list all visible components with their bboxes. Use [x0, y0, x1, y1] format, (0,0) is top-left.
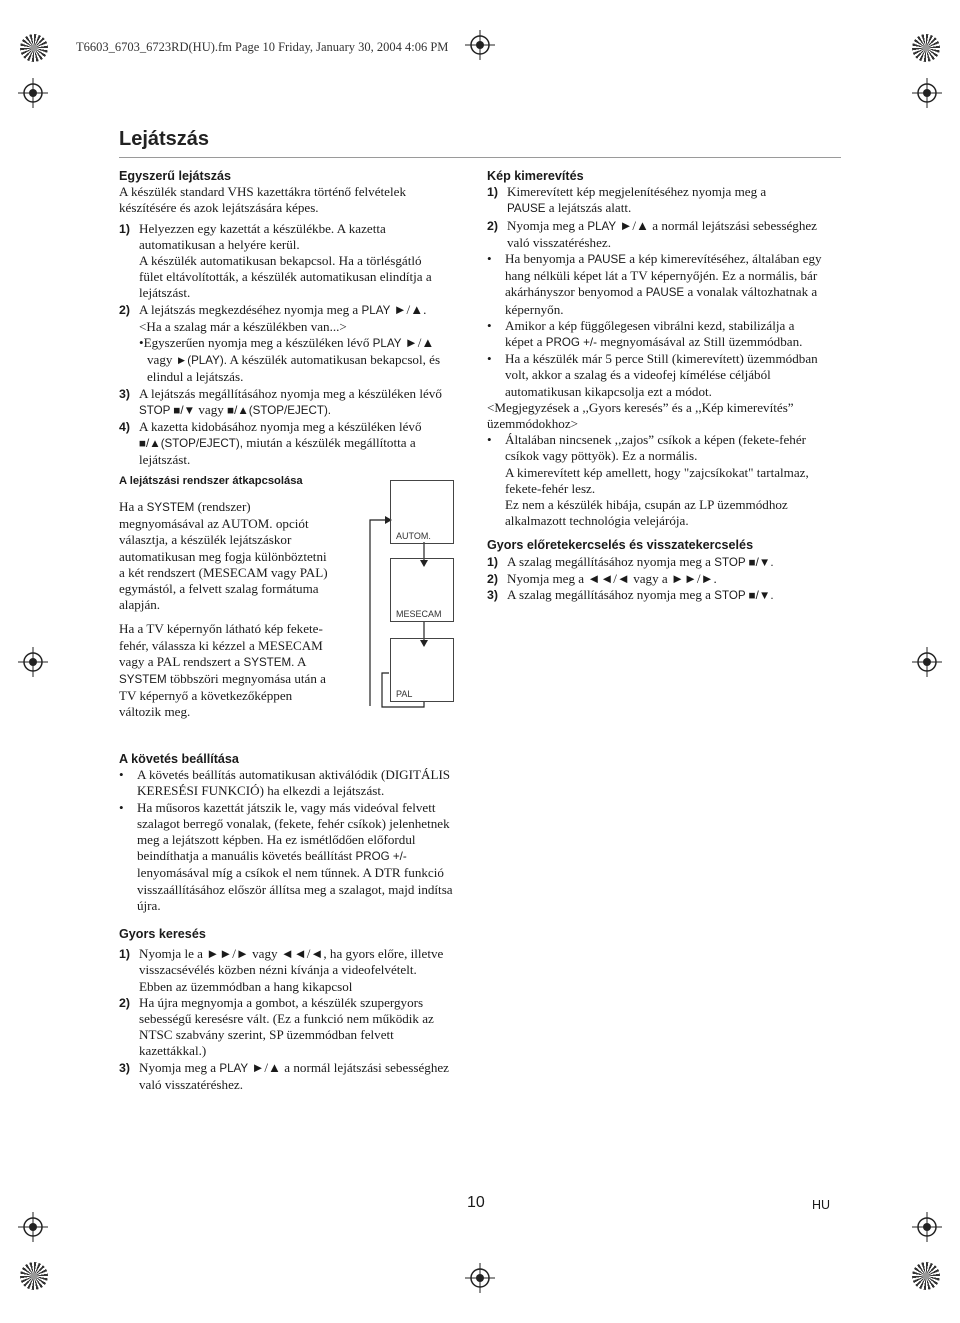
- step-number: 1): [487, 185, 499, 200]
- paragraph-line: sebességű keresésre vált. (Ez a funkció nem működik az: [139, 1011, 434, 1027]
- crosshair-icon: [465, 1263, 495, 1293]
- key-label: STOP ■/▼: [139, 403, 196, 417]
- paragraph-line: változik meg.: [119, 704, 191, 720]
- paragraph-line: Ha a TV képernyőn látható kép fekete-: [119, 621, 323, 637]
- paragraph-line: A készülék standard VHS kazettákra történő felvételek: [119, 184, 406, 200]
- paragraph-line: A lejátszás megállításához nyomja meg a készüléken lévő: [139, 385, 442, 401]
- step-number: 4): [119, 420, 131, 435]
- paragraph-line: volt, akkor a szalag és a videofej kímélése céljából: [505, 367, 771, 383]
- text: vagy a PAL rendszert a: [119, 653, 241, 669]
- key-label: PROG +/-: [355, 850, 407, 864]
- registration-disc-icon: [20, 34, 48, 62]
- section-heading: Kép kimerevítés: [487, 169, 584, 183]
- paragraph-line: csíkok vagy pöttyök). Ez a normális.: [505, 448, 698, 464]
- step-1: [487, 184, 837, 217]
- paragraph-line: Ha műsoros kazettát játszik le, vagy más videóval felvett: [137, 799, 436, 815]
- text: Nyomja meg a: [507, 217, 585, 233]
- paragraph-line: hang nélküli képet lát a TV képernyőjén. Ez a normális, bár: [505, 268, 818, 284]
- key-label: PLAY: [219, 1061, 249, 1075]
- step-number: 1): [119, 947, 131, 962]
- note-line: üzemmódokhoz>: [487, 416, 579, 432]
- screen-label: AUTOM.: [396, 531, 431, 541]
- paragraph-line: Ha újra megnyomja a gombot, a készülék szupergyors: [139, 994, 424, 1010]
- language-code: HU: [812, 1198, 831, 1212]
- text: vagy: [147, 352, 173, 368]
- paragraph-line: elindul a lejátszás.: [147, 369, 244, 385]
- paragraph-line: automatikusan a helyére kerül.: [139, 236, 300, 252]
- paragraph-line: való visszatéréshez.: [139, 1076, 243, 1092]
- text: vagy: [252, 946, 278, 962]
- key-label: STOP ■/▼.: [714, 589, 774, 603]
- step-number: 2): [487, 218, 499, 233]
- note-line: <Ha a szalag már a készülékben van...>: [139, 318, 347, 334]
- step-1: [119, 221, 479, 302]
- paragraph-line: visszacsévélés közben nézni kívánja a videofelvételt.: [139, 962, 417, 978]
- registration-disc-icon: [912, 34, 940, 62]
- paragraph-line: automatikusan meg fogja különböztetni: [119, 548, 327, 564]
- text: a normál lejátszási sebességhez: [652, 217, 817, 233]
- text: Nyomja meg a: [507, 570, 585, 586]
- text: A szalag megállításához nyomja meg a: [507, 553, 711, 569]
- text: miután a készülék megállította a: [246, 435, 416, 451]
- paragraph-line: Ebben az üzemmódban a hang kikapcsol: [139, 978, 353, 994]
- key-label: ►(PLAY).: [175, 354, 227, 368]
- section-heading: Egyszerű lejátszás: [119, 169, 232, 183]
- step-number: 2): [119, 995, 131, 1010]
- page-number: 10: [467, 1194, 485, 1211]
- paragraph-line: készítésére és azok lejátszására képes.: [119, 200, 319, 216]
- tv-screen-pal: [390, 638, 454, 702]
- paragraph-line: alkalmazott technológia velejárója.: [505, 513, 689, 529]
- crosshair-icon: [465, 30, 495, 60]
- key-label: PLAY: [361, 303, 391, 317]
- file-header: T6603_6703_6723RD(HU).fm Page 10 Friday, January 30, 2004 4:06 PM: [76, 40, 449, 54]
- step-2: [487, 218, 837, 251]
- left-column: [119, 168, 479, 489]
- registration-disc-icon: [912, 1262, 940, 1290]
- registration-disc-icon: [20, 1262, 48, 1290]
- text: Egyszerűen nyomja meg a készüléken lévő: [143, 335, 370, 351]
- paragraph-line: fület eltávolították, a készülék automatikusan elindítja a: [139, 269, 432, 285]
- fast-forward-symbol: ►►/►: [206, 946, 249, 962]
- bottom-column: [119, 751, 479, 1093]
- section-heading: Gyors előretekercselés és visszatekercselés: [487, 538, 754, 553]
- rewind-symbol: ◄◄/◄: [587, 570, 630, 586]
- text: megnyomásával az Still üzemmódban.: [600, 334, 803, 350]
- paragraph-line: fekete-fehér lesz.: [505, 480, 596, 496]
- step-3: [119, 386, 479, 419]
- paragraph-line: lejátszást.: [139, 285, 191, 301]
- text: Nyomja meg a: [139, 1059, 217, 1075]
- step-number: 3): [119, 386, 131, 401]
- paragraph-line: A követés beállítás automatikusan aktiválódik (DIGITÁLIS: [137, 767, 451, 783]
- step-number: 2): [487, 571, 499, 586]
- paragraph-line: való visszatéréshez.: [507, 234, 611, 250]
- play-symbol: ►/▲.: [393, 301, 427, 317]
- paragraph-line: Általában nincsenek ,,zajos” csíkok a képen (fekete-fehér: [505, 432, 807, 448]
- crosshair-icon: [18, 647, 48, 677]
- paragraph-line: automatikusan kikapcsolja ezt a módot.: [505, 383, 712, 399]
- key-label: PROG +/-: [545, 336, 597, 350]
- text: a normál lejátszási sebességhez: [284, 1059, 449, 1075]
- play-symbol: ►/▲: [619, 217, 650, 233]
- text: képet a: [505, 334, 543, 350]
- play-symbol: ►/▲: [404, 335, 435, 351]
- bullet: • Ha műsoros kazettát játszik le, vagy más videóval felvett szalagot berregő vonalak, (fekete, fehér csíkok) jelenhetnek meg a lejátszott képben. Ha ez ismétlődően előfordul beindíthatja a manuális követés beállítást PROG +/- lenyomásával míg a csíkok el nem tűnnek. A DTR funkció visszaállításához először állítsa meg a szalagot, majd indítsa újra.: [119, 800, 479, 914]
- key-label: ■/▲(STOP/EJECT).: [227, 403, 332, 417]
- paragraph-line: A kimerevített kép amellett, hogy "zajcsíkokat" tartalmaz,: [505, 464, 809, 480]
- key-label: PAUSE: [645, 286, 685, 300]
- section-heading: Gyors keresés: [119, 927, 206, 942]
- paragraph-line: A kazetta kidobásához nyomja meg a készüléken lévő: [139, 419, 422, 435]
- paragraph-line: választja, a készülék lejátszáskor: [119, 532, 292, 548]
- step-number: 3): [119, 1060, 131, 1075]
- text: vagy: [198, 401, 224, 417]
- fast-forward-symbol: ►►/►.: [671, 570, 717, 586]
- step-number: 2): [119, 302, 131, 317]
- crosshair-icon: [18, 1212, 48, 1242]
- paragraph-line: Kimerevített kép megjelenítéséhez nyomja meg a: [507, 184, 767, 200]
- key-label: PAUSE: [587, 253, 626, 267]
- text: ha gyors előre, illetve: [329, 946, 444, 962]
- paragraph-line: TV képernyő a következőképpen: [119, 688, 293, 704]
- bullet: • Amikor a kép függőlegesen vibrálni kezd, stabilizálja a képet a PROG +/- megnyomásával az Still üzemmódban.: [487, 318, 837, 351]
- paragraph-line: A készülék automatikusan bekapcsol. Ha a törlésgátló: [139, 253, 422, 269]
- paragraph-line: fehér, válassza ki kézzel a MESECAM: [119, 637, 323, 653]
- key-label: STOP ■/▼.: [714, 555, 774, 569]
- key-label: SYSTEM: [119, 673, 167, 687]
- step-1: [119, 946, 479, 995]
- step-number: 1): [119, 221, 131, 236]
- paragraph-line: visszaállításához először állítsa meg a szalagot, majd indítsa: [137, 881, 453, 897]
- crosshair-icon: [912, 1212, 942, 1242]
- text: (rendszer): [197, 499, 251, 514]
- paragraph-line: szalagot berregő vonalak, (fekete, fehér csíkok) jelenhetnek: [137, 815, 450, 831]
- step-2: [119, 995, 479, 1060]
- step-number: 3): [487, 588, 499, 603]
- paragraph-line: meg a lejátszott képben. Ha ez ismétlődően előfordul: [137, 832, 416, 848]
- step-1: [487, 554, 837, 571]
- text: A készülék automatikusan bekapcsol, és: [229, 352, 441, 368]
- key-label: SYSTEM: [146, 501, 195, 514]
- tv-screen-mesecam: [390, 558, 454, 622]
- text: akárhányszor benyomod a: [505, 284, 643, 300]
- text: a vonalak változhatnak a: [687, 284, 818, 300]
- paragraph-line: Ez nem a készülék hibája, csupán az LP üzemmódhoz: [505, 497, 788, 513]
- crosshair-icon: [912, 647, 942, 677]
- text: Ha a: [119, 499, 144, 514]
- text: A: [296, 653, 307, 669]
- paragraph-line: lenyomásával míg a csíkok el nem tűnnek. A DTR funkció: [137, 865, 444, 881]
- screen-label: MESECAM: [396, 609, 442, 619]
- bullet: • Általában nincsenek ,,zajos” csíkok a képen (fekete-fehér csíkok vagy pöttyök). Ez a normális. A kimerevített kép amellett, hogy "zajcsíkokat" tartalmaz, fekete-fehér lesz. Ez nem a készülék hibája, csupán az LP üzemmódhoz alkalmazott technológia velejárója.: [487, 432, 837, 529]
- text: többszöri megnyomása után a: [169, 671, 326, 687]
- section-heading: A követés beállítása: [119, 752, 239, 766]
- paragraph-line: egymástól, a felvett szalag formátuma: [119, 581, 319, 597]
- key-label: PLAY: [372, 337, 402, 351]
- key-label: SYSTEM.: [243, 655, 295, 669]
- paragraph-line: képernyőn.: [505, 301, 564, 317]
- crosshair-icon: [18, 78, 48, 108]
- crosshair-icon: [912, 78, 942, 108]
- tv-screen-autom: [390, 480, 454, 544]
- text: Nyomja le a: [139, 946, 203, 962]
- bullet: • Ha benyomja a PAUSE a kép kimerevítéséhez, általában egy hang nélküli képet lát a TV képernyőjén. Ez a normális, bár akárhányszor benyomod a PAUSE a vonalak változhatnak a képernyőn.: [487, 251, 837, 318]
- note-line: <Megjegyzések a ,,Gyors keresés” és a ,,Kép kimerevítés”: [487, 399, 794, 415]
- text: A szalag megállításához nyomja meg a: [507, 587, 711, 603]
- paragraph-line: alapján.: [119, 597, 161, 613]
- paragraph-line: lejátszást.: [139, 452, 191, 468]
- section-heading: A lejátszási rendszer átkapcsolása: [119, 474, 303, 487]
- paragraph-line: KERESÉSI FUNKCIÓ) ha elkezdi a lejátszást.: [137, 783, 385, 799]
- paragraph-line: a két rendszert (MESECAM vagy PAL): [119, 564, 328, 580]
- system-text: [119, 499, 359, 721]
- right-column: [487, 168, 837, 604]
- text: beindíthatja a manuális követés beállítást: [137, 848, 353, 864]
- step-number: 1): [487, 554, 499, 569]
- text: vagy a: [633, 570, 668, 586]
- paragraph-line: megnyomásával az AUTOM. opciót: [119, 516, 309, 532]
- paragraph-line: Amikor a kép függőlegesen vibrálni kezd, stabilizálja a: [505, 317, 795, 333]
- paragraph-line: kazettákkal.): [139, 1043, 207, 1059]
- key-label: ■/▲(STOP/EJECT),: [139, 437, 243, 451]
- text: a lejátszás alatt.: [548, 200, 632, 216]
- paragraph-line: NTSC szabvány szerint, SP üzemmódban felvett: [139, 1027, 394, 1043]
- play-symbol: ►/▲: [251, 1059, 282, 1075]
- step-2: 2) A lejátszás megkezdéséhez nyomja meg a PLAY ►/▲. <Ha a szalag már a készülékben van...> •Egyszerűen nyomja meg a készüléken lévő PLAY ►/▲ vagy ►(PLAY). A készülék automatikusan bekapcsol, és elindul a lejátszás.: [119, 302, 479, 386]
- rewind-symbol: ◄◄/◄,: [280, 946, 327, 962]
- step-3: [487, 587, 837, 604]
- paragraph-line: újra.: [137, 897, 161, 913]
- page-title: Lejátszás: [119, 128, 210, 150]
- title-rule: [119, 157, 841, 158]
- paragraph-line: Helyezzen egy kazettát a készülékbe. A kazetta: [139, 220, 386, 236]
- paragraph-line: Ha a készülék már 5 perce Still (kimerevített) üzemmódban: [505, 351, 818, 367]
- bullet: • A követés beállítás automatikusan aktiválódik (DIGITÁLIS KERESÉSI FUNKCIÓ) ha elkezdi a lejátszást.: [119, 767, 479, 799]
- step-3: [119, 1060, 479, 1093]
- text: Ha benyomja a: [505, 251, 585, 267]
- step-4: [119, 419, 479, 469]
- key-label: PAUSE: [507, 202, 546, 216]
- key-label: PLAY: [587, 219, 617, 233]
- text: A lejátszás megkezdéséhez nyomja meg a: [139, 301, 359, 317]
- screen-label: PAL: [396, 689, 413, 699]
- text: a kép kimerevítéséhez, általában egy: [629, 251, 822, 267]
- bullet: • Ha a készülék már 5 perce Still (kimerevített) üzemmódban volt, akkor a szalag és a videofej kímélése céljából automatikusan kikapcsolja ezt a módot.: [487, 351, 837, 400]
- step-2: [487, 571, 837, 587]
